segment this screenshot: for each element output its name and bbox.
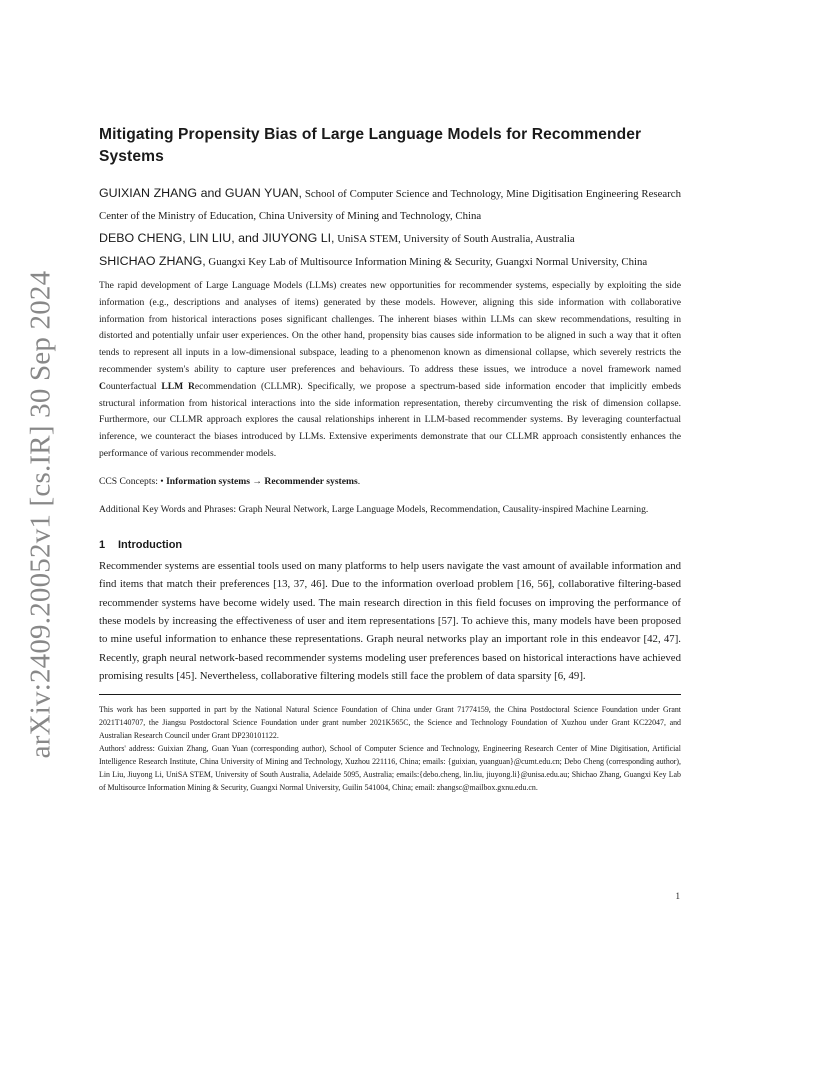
author-names: GUIXIAN ZHANG and GUAN YUAN, <box>99 186 302 200</box>
ccs-end: . <box>357 475 361 487</box>
abstract-text: ecommendation (CLLMR). Specifically, we propose a spectrum-based side information encoder that implicitly embeds structural information from historical interactions into the side information representation, thereby circumventing the risk of dimension collapse. Furthermore, our CLLMR approach explores the causal relationships inherent in LLM-based recommender systems. By leveraging counterfactual inference, we counteract the biases introduced by LLMs. Extensive experiments demonstrate that our CLLMR approach consistently enhances the performance of various recommender models. <box>99 380 681 459</box>
author-affiliation: UniSA STEM, University of South Australia, Australia <box>334 233 575 245</box>
abstract-emphasis: LLM <box>161 380 184 392</box>
paper-page <box>99 124 681 794</box>
arxiv-identifier-text: arXiv:2409.20052v1 [cs.IR] 30 Sep 2024 <box>24 270 57 758</box>
abstract <box>99 278 681 463</box>
abstract-emphasis: R <box>187 380 195 392</box>
introduction-paragraph: Recommender systems are essential tools used on many platforms to help users navigate the vast amount of available information and find items that match their preferences [13, 37, 46]. Due to the information overload problem [16, 56], collaborative filtering-based recommender systems have become widely used. The main research direction in this field focuses on improving the performance of these models by increasing the effectiveness of user and item representations [57]. To achieve this, many models have been proposed to mine useful information to enhance these representations. Graph neural networks play an important role in this endeavor [42, 47]. Recently, graph neural network-based recommender systems modeling user preferences based on historical interactions have achieved promising results [45]. Nevertheless, collaborative filtering models still face the problem of data sparsity [6, 49]. <box>99 559 681 683</box>
abstract-text: ounterfactual <box>105 380 162 392</box>
abstract-text: The rapid development of Large Language Models (LLMs) creates new opportunities for recommender systems, especially by exploiting the side information (e.g., descriptions and analyses of items) generated by these models. However, aligning this side information with collaborative information from historical interactions poses significant challenges. The inherent biases within LLMs can skew recommendations, resulting in distorted and potentially unfair user experiences. On the other hand, propensity bias causes side information to be aligned in such a way that it often tends to represent all inputs in a low-dimensional subspace, leading to a phenomenon known as dimensional collapse, which severely restricts the recommender system's ability to capture user preferences and behaviours. To address these issues, we introduce a novel framework named <box>99 280 681 375</box>
author-block <box>99 182 681 273</box>
section-title: Introduction <box>118 538 183 551</box>
author-group <box>99 250 681 273</box>
author-address-note: Authors' address: Guixian Zhang, Guan Yuan (corresponding author), School of Computer Science and Technology, Engineering Research Center of Mine Digitisation, Artificial Intelligence Research Institute, China University of Mining and Technology, Xuzhou 221116, China; emails: {guixian, yuanguan}@cumt.edu.cn; Debo Cheng (corresponding author), Lin Liu, Jiuyong Li, UniSA STEM, University of South Australia, Adelaide 5095, Australia; emails:{debo.cheng, lin.liu, jiuyong.li}@unisa.edu.au; Shichao Zhang, Guangxi Key Lab of Multisource Information Mining & Security, Guangxi Normal University, Guilin 541004, China; email: zhangsc@mailbox.gxnu.edu.cn. <box>99 743 681 792</box>
author-affiliation: School of Computer Science and Technology, Mine Digitisation Engineering Research Center of the Ministry of Education, China University of Mining and Technology, China <box>99 188 681 222</box>
footnotes <box>99 703 681 794</box>
ccs-label: CCS Concepts: • <box>99 475 167 487</box>
section-number: 1 <box>99 538 106 551</box>
abstract-emphasis: C <box>99 380 106 392</box>
author-names: DEBO CHENG, LIN LIU, and JIUYONG LI, <box>99 231 335 245</box>
paper-title: Mitigating Propensity Bias of Large Language Models for Recommender Systems <box>99 126 642 165</box>
page-number: 1 <box>675 891 680 901</box>
author-group <box>99 227 681 250</box>
funding-note: This work has been supported in part by the National Natural Science Foundation of China under Grant 71774159, the China Postdoctoral Science Foundation under Grant 2021T140707, the Jiangsu Postdoctoral Science Foundation under grant number 2021K565C, the Science and Technology Foundation of Xuzhou under Grant KC22047, and Australian Research Council under Grant DP230101122. <box>99 704 681 740</box>
section-heading <box>99 537 681 553</box>
ccs-concept: Information systems → Recommender systems <box>166 475 358 487</box>
arxiv-identifier-sidebar <box>22 270 60 758</box>
ccs-concepts <box>99 473 681 490</box>
author-group <box>99 182 681 227</box>
author-names: SHICHAO ZHANG, <box>99 254 206 268</box>
author-affiliation: Guangxi Key Lab of Multisource Information Mining & Security, Guangxi Normal University, China <box>205 256 648 268</box>
keywords: Additional Key Words and Phrases: Graph Neural Network, Large Language Models, Recommendation, Causality-inspired Machine Learning. <box>99 503 649 515</box>
footnote-divider <box>99 694 681 695</box>
